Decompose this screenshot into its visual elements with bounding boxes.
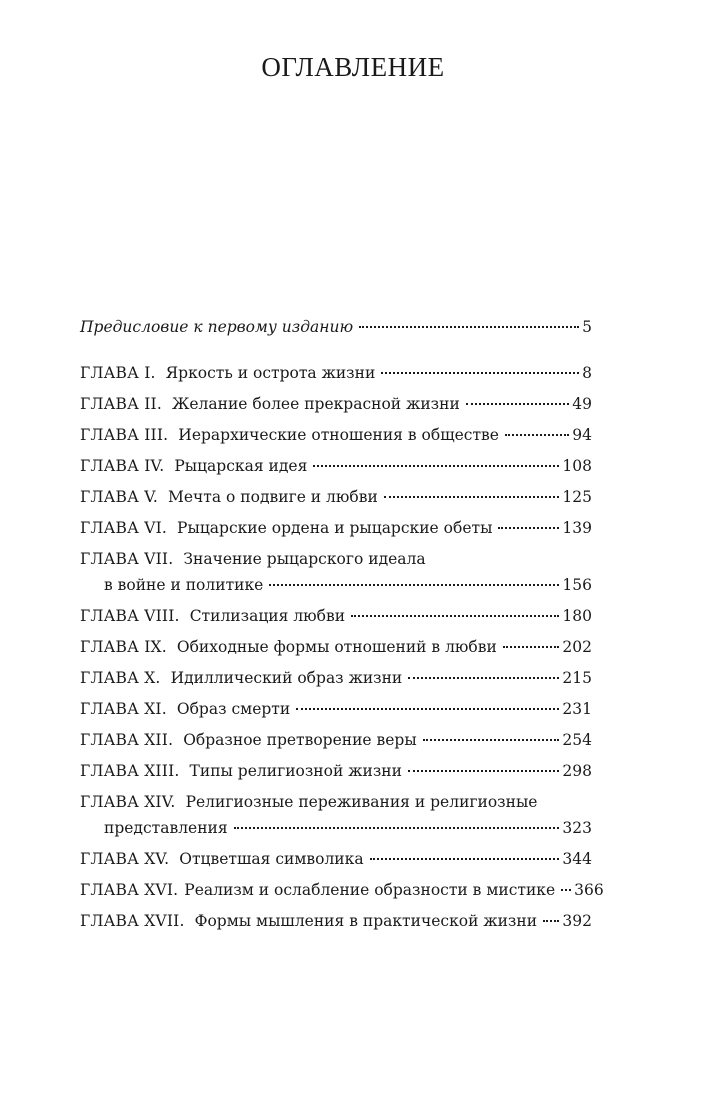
chapter-label: ГЛАВА XI.: [80, 700, 167, 718]
toc-entry-chapter-10[interactable]: [80, 665, 592, 691]
dot-leader: [408, 770, 559, 772]
dot-leader: [423, 739, 560, 741]
chapter-title: Религиозные переживания и религиозные: [185, 793, 538, 811]
dot-leader: [408, 677, 559, 679]
chapter-title: Рыцарские ордена и рыцарские обеты: [177, 519, 493, 537]
page-number: 108: [562, 457, 592, 475]
page-number: 323: [562, 819, 592, 837]
toc-entry-chapter-17[interactable]: [80, 908, 592, 934]
page-number: 392: [562, 912, 592, 930]
chapter-label: ГЛАВА VI.: [80, 519, 168, 537]
page-number: 202: [562, 638, 592, 656]
chapter-title: Рыцарская идея: [174, 457, 308, 475]
chapter-title: Отцветшая символика: [179, 850, 364, 868]
dot-leader: [359, 326, 579, 328]
toc-entry-chapter-13[interactable]: [80, 758, 592, 784]
dot-leader: [498, 527, 559, 529]
table-of-contents: [80, 314, 604, 939]
page-number: 344: [562, 850, 592, 868]
page-number: 180: [562, 607, 592, 625]
chapter-label: ГЛАВА XV.: [80, 850, 170, 868]
page-number: 139: [562, 519, 592, 537]
chapter-title: Значение рыцарского идеала: [183, 550, 426, 568]
page-number: 49: [572, 395, 592, 413]
toc-entry-chapter-5[interactable]: [80, 484, 592, 510]
page-number: 156: [562, 576, 592, 594]
page-number: 125: [562, 488, 592, 506]
dot-leader: [296, 708, 559, 710]
toc-entry-chapter-8[interactable]: [80, 603, 592, 629]
page-number: 231: [562, 700, 592, 718]
chapter-title: Стилизация любви: [189, 607, 346, 625]
chapter-label: ГЛАВА IV.: [80, 457, 165, 475]
chapter-label: ГЛАВА IX.: [80, 638, 167, 656]
toc-entry-chapter-4[interactable]: [80, 453, 592, 479]
chapter-title: Формы мышления в практической жизни: [194, 912, 538, 930]
page-title: ОГЛАВЛЕНИЕ: [261, 52, 445, 82]
page-number: 254: [562, 731, 592, 749]
toc-entry-chapter-14[interactable]: [80, 789, 592, 841]
chapter-label: ГЛАВА VIII.: [80, 607, 180, 625]
toc-entry-chapter-1[interactable]: [80, 360, 592, 386]
dot-leader: [381, 372, 579, 374]
chapter-title: Идиллический образ жизни: [170, 669, 403, 687]
chapter-label: ГЛАВА XVII.: [80, 912, 185, 930]
toc-entry-chapter-11[interactable]: [80, 696, 592, 722]
dot-leader: [269, 584, 559, 586]
chapter-title: Иерархические отношения в обществе: [178, 426, 499, 444]
toc-entry-chapter-2[interactable]: [80, 391, 592, 417]
chapter-label: ГЛАВА XIII.: [80, 762, 180, 780]
toc-entry-chapter-15[interactable]: [80, 846, 592, 872]
toc-entry-chapter-12[interactable]: [80, 727, 592, 753]
chapter-label: ГЛАВА VII.: [80, 550, 174, 568]
toc-entry-chapter-3[interactable]: [80, 422, 592, 448]
toc-entry-preface[interactable]: [80, 314, 592, 340]
dot-leader: [505, 434, 569, 436]
page-number: 215: [562, 669, 592, 687]
chapter-title-continuation: представления: [104, 819, 228, 837]
chapter-title: Мечта о подвиге и любви: [168, 488, 378, 506]
dot-leader: [543, 920, 559, 922]
toc-entry-title: Предисловие к первому изданию: [80, 318, 354, 336]
chapter-title: Образ смерти: [176, 700, 291, 718]
toc-entry-chapter-16[interactable]: [80, 877, 604, 903]
chapter-label: ГЛАВА III.: [80, 426, 169, 444]
chapter-label: ГЛАВА V.: [80, 488, 159, 506]
page-number: 366: [574, 881, 604, 899]
chapter-title: Образное претворение веры: [183, 731, 417, 749]
dot-leader: [370, 858, 560, 860]
toc-entry-chapter-9[interactable]: [80, 634, 592, 660]
chapter-title: Реализм и ослабление образности в мистике: [184, 881, 556, 899]
chapter-title: Желание более прекрасной жизни: [171, 395, 460, 413]
page-number: 298: [562, 762, 592, 780]
dot-leader: [234, 827, 560, 829]
dot-leader: [313, 465, 559, 467]
dot-leader: [351, 615, 559, 617]
chapter-title: Обиходные формы отношений в любви: [176, 638, 497, 656]
page-number: 94: [572, 426, 592, 444]
chapter-label: ГЛАВА XII.: [80, 731, 174, 749]
chapter-title: Типы религиозной жизни: [189, 762, 402, 780]
page-number: 8: [582, 364, 592, 382]
chapter-title-continuation: в войне и политике: [104, 576, 264, 594]
page-number: 5: [582, 318, 592, 336]
dot-leader: [466, 403, 569, 405]
dot-leader: [503, 646, 560, 648]
dot-leader: [561, 889, 571, 891]
dot-leader: [384, 496, 560, 498]
chapter-label: ГЛАВА XVI.: [80, 881, 179, 899]
chapter-label: ГЛАВА XIV.: [80, 793, 176, 811]
chapter-label: ГЛАВА II.: [80, 395, 162, 413]
chapter-label: ГЛАВА X.: [80, 669, 161, 687]
chapter-label: ГЛАВА I.: [80, 364, 156, 382]
toc-entry-chapter-7[interactable]: [80, 546, 592, 598]
chapter-title: Яркость и острота жизни: [165, 364, 376, 382]
toc-entry-chapter-6[interactable]: [80, 515, 592, 541]
